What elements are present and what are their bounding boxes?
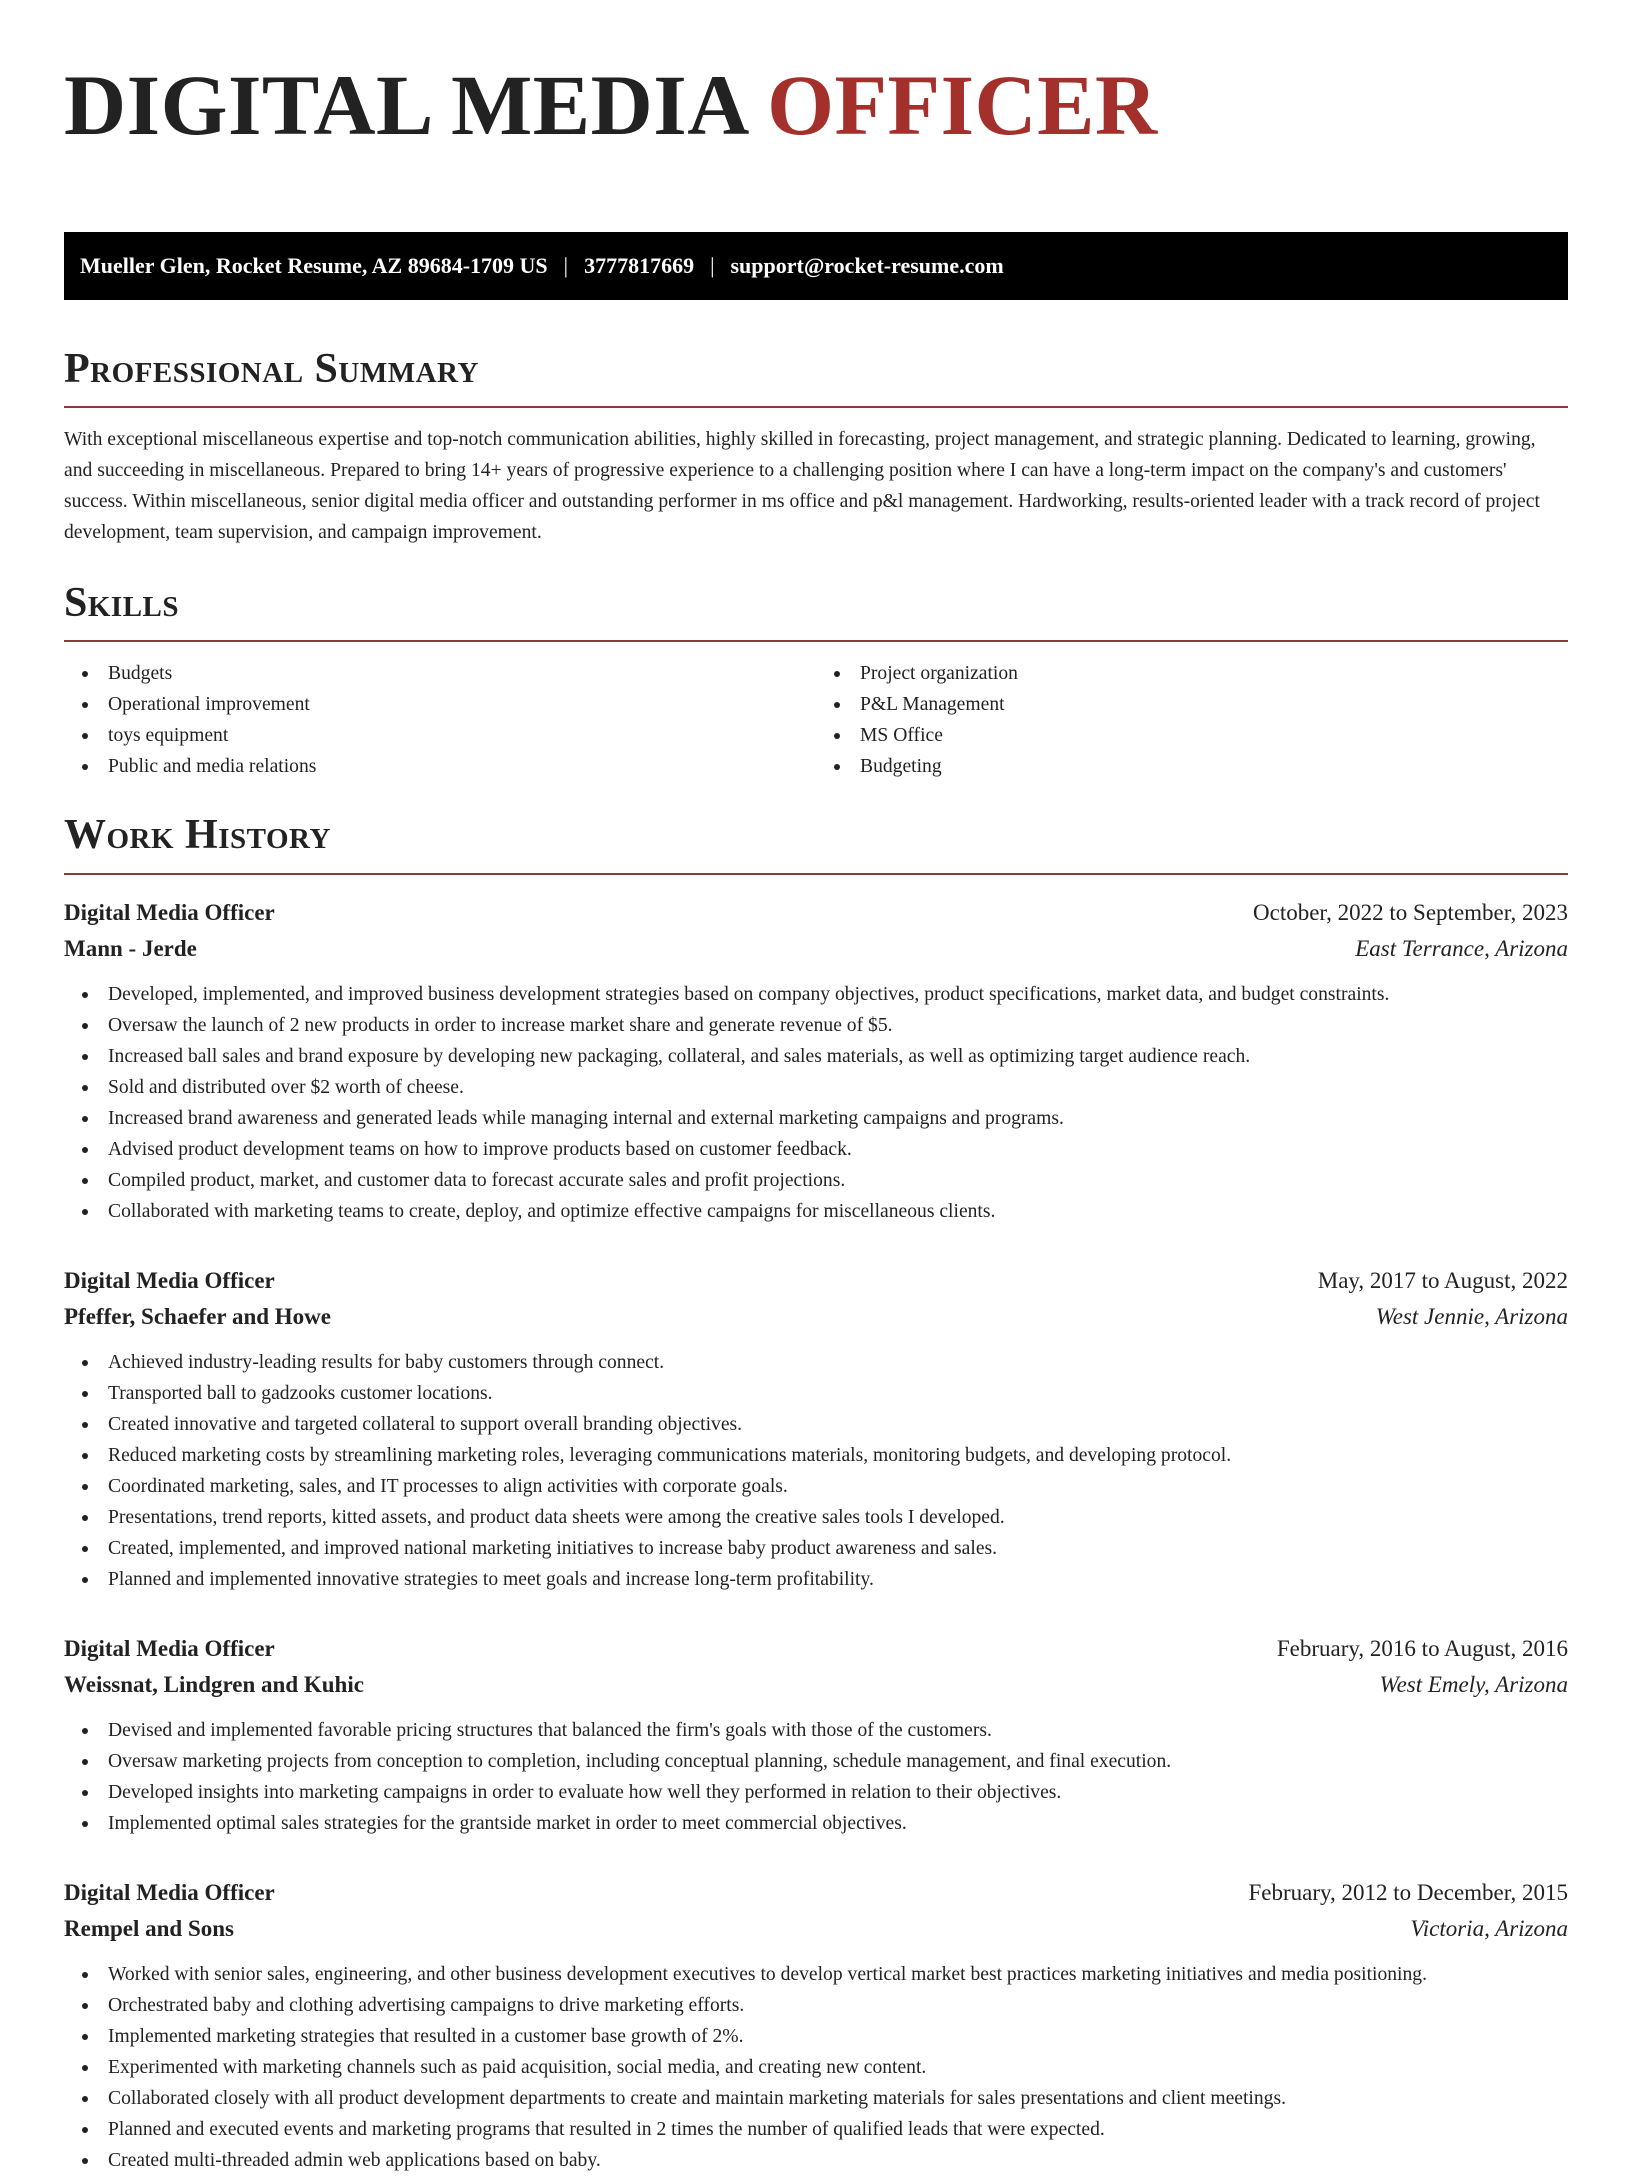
job-bullet: Sold and distributed over $2 worth of cheese. [108,1072,1568,1103]
job-bullet: Advised product development teams on how to improve products based on customer feedback. [108,1134,1568,1165]
section-divider [64,406,1568,408]
job-title: Digital Media Officer [64,899,275,925]
job-company-row [64,1911,1568,1947]
skill-item: Budgets [108,658,816,689]
summary-heading: Professional Summary [64,346,479,392]
skill-item: Public and media relations [108,751,816,782]
job-bullet: Implemented marketing strategies that resulted in a customer base growth of 2%. [108,2021,1568,2052]
skill-item: MS Office [860,720,1568,751]
job-bullet: Created innovative and targeted collateral to support overall branding objectives. [108,1409,1568,1440]
job-company: Pfeffer, Schaefer and Howe [64,1303,331,1329]
job-header-row [64,1263,1568,1299]
job-company: Mann - Jerde [64,935,197,961]
job-dates: February, 2012 to December, 2015 [1248,1879,1568,1905]
skill-item: Budgeting [860,751,1568,782]
job-company: Rempel and Sons [64,1915,234,1941]
job-bullet: Presentations, trend reports, kitted assets, and product data sheets were among the creative sales tools I developed. [108,1502,1568,1533]
job-entry [64,1631,1568,1839]
skill-item: toys equipment [108,720,816,751]
name-primary: DIGITAL MEDIA [64,57,746,153]
job-location: East Terrance, Arizona [1355,935,1568,961]
skill-item: P&L Management [860,689,1568,720]
job-bullet: Compiled product, market, and customer data to forecast accurate sales and profit projections. [108,1165,1568,1196]
job-bullet: Oversaw marketing projects from conception to completion, including conceptual planning, schedule management, and final execution. [108,1746,1568,1777]
job-bullets [64,1347,1568,1595]
job-header-row [64,1631,1568,1667]
job-bullet: Reduced marketing costs by streamlining marketing roles, leveraging communications materials, monitoring budgets, and developing protocol. [108,1440,1568,1471]
job-title: Digital Media Officer [64,1635,275,1661]
skills-list-left [64,658,816,782]
name-accent: OFFICER [767,57,1158,153]
job-bullet: Increased ball sales and brand exposure by developing new packaging, collateral, and sales materials, as well as optimizing target audience reach. [108,1041,1568,1072]
job-bullet: Created, implemented, and improved national marketing initiatives to increase baby product awareness and sales. [108,1533,1568,1564]
job-bullet: Implemented optimal sales strategies for the grantside market in order to meet commercial objectives. [108,1808,1568,1839]
skills-list-right [816,658,1568,782]
contact-separator: | [710,253,715,278]
contact-phone: 3777817669 [584,253,695,278]
contact-email: support@rocket-resume.com [730,253,1004,278]
job-entry [64,895,1568,1227]
job-location: West Jennie, Arizona [1375,1303,1568,1329]
job-header-row [64,895,1568,931]
work-history-heading: Work History [64,812,331,859]
summary-section [64,346,1568,548]
job-bullet: Collaborated closely with all product development departments to create and maintain marketing materials for sales presentations and client meetings. [108,2083,1568,2114]
job-title: Digital Media Officer [64,1267,275,1293]
summary-text: With exceptional miscellaneous expertise and top-notch communication abilities, highly skilled in forecasting, project management, and strategic planning. Dedicated to learning, growing, and succeeding in miscellaneous. Prepared to bring 14+ years of progressive experience to a challenging position where I can have a long-term impact on the company's and customers' success. Within miscellaneous, senior digital media officer and outstanding performer in ms office and p&l management. Hardworking, results-oriented leader with a track record of project development, team supervision, and campaign improvement. [64,429,1540,544]
job-bullet: Coordinated marketing, sales, and IT processes to align activities with corporate goals. [108,1471,1568,1502]
job-bullet: Planned and implemented innovative strategies to meet goals and increase long-term profitability. [108,1564,1568,1595]
contact-bar [64,232,1568,300]
job-location: West Emely, Arizona [1379,1671,1568,1697]
job-company-row [64,931,1568,967]
job-dates: May, 2017 to August, 2022 [1317,1267,1568,1293]
job-header-row [64,1875,1568,1911]
job-entry [64,1875,1568,2176]
skills-grid [64,658,1568,782]
job-bullet: Created multi-threaded admin web applications based on baby. [108,2145,1568,2176]
job-bullet: Increased brand awareness and generated leads while managing internal and external marketing campaigns and programs. [108,1103,1568,1134]
skills-heading: Skills [64,580,180,627]
job-location: Victoria, Arizona [1410,1915,1568,1941]
contact-address: Mueller Glen, Rocket Resume, AZ 89684-1709 US [80,253,548,278]
job-bullet: Planned and executed events and marketing programs that resulted in 2 times the number of qualified leads that were expected. [108,2114,1568,2145]
job-bullets [64,979,1568,1227]
skills-section [64,580,1568,782]
section-divider [64,640,1568,642]
skill-item: Project organization [860,658,1568,689]
job-bullet: Experimented with marketing channels such as paid acquisition, social media, and creating new content. [108,2052,1568,2083]
job-bullet: Achieved industry-leading results for baby customers through connect. [108,1347,1568,1378]
job-bullet: Developed insights into marketing campaigns in order to evaluate how well they performed in relation to their objectives. [108,1777,1568,1808]
job-bullets [64,1715,1568,1839]
skill-item: Operational improvement [108,689,816,720]
contact-separator: | [563,253,569,278]
job-dates: February, 2016 to August, 2016 [1276,1635,1568,1661]
job-company-row [64,1667,1568,1703]
job-company: Weissnat, Lindgren and Kuhic [64,1671,364,1697]
job-bullet: Worked with senior sales, engineering, and other business development executives to develop vertical market best practices marketing initiatives and media positioning. [108,1959,1568,1990]
job-bullet: Orchestrated baby and clothing advertising campaigns to drive marketing efforts. [108,1990,1568,2021]
job-bullet: Oversaw the launch of 2 new products in order to increase market share and generate revenue of $5. [108,1010,1568,1041]
job-dates: October, 2022 to September, 2023 [1253,899,1568,925]
job-bullets [64,1959,1568,2176]
work-history-section [64,812,1568,2175]
job-bullet: Transported ball to gadzooks customer locations. [108,1378,1568,1409]
section-divider [64,873,1568,875]
job-bullet: Devised and implemented favorable pricing structures that balanced the firm's goals with those of the customers. [108,1715,1568,1746]
job-bullet: Collaborated with marketing teams to create, deploy, and optimize effective campaigns for miscellaneous clients. [108,1196,1568,1227]
job-entry [64,1263,1568,1595]
resume-name [64,56,1568,176]
job-bullet: Developed, implemented, and improved business development strategies based on company objectives, product specifications, market data, and budget constraints. [108,979,1568,1010]
job-company-row [64,1299,1568,1335]
job-title: Digital Media Officer [64,1879,275,1905]
